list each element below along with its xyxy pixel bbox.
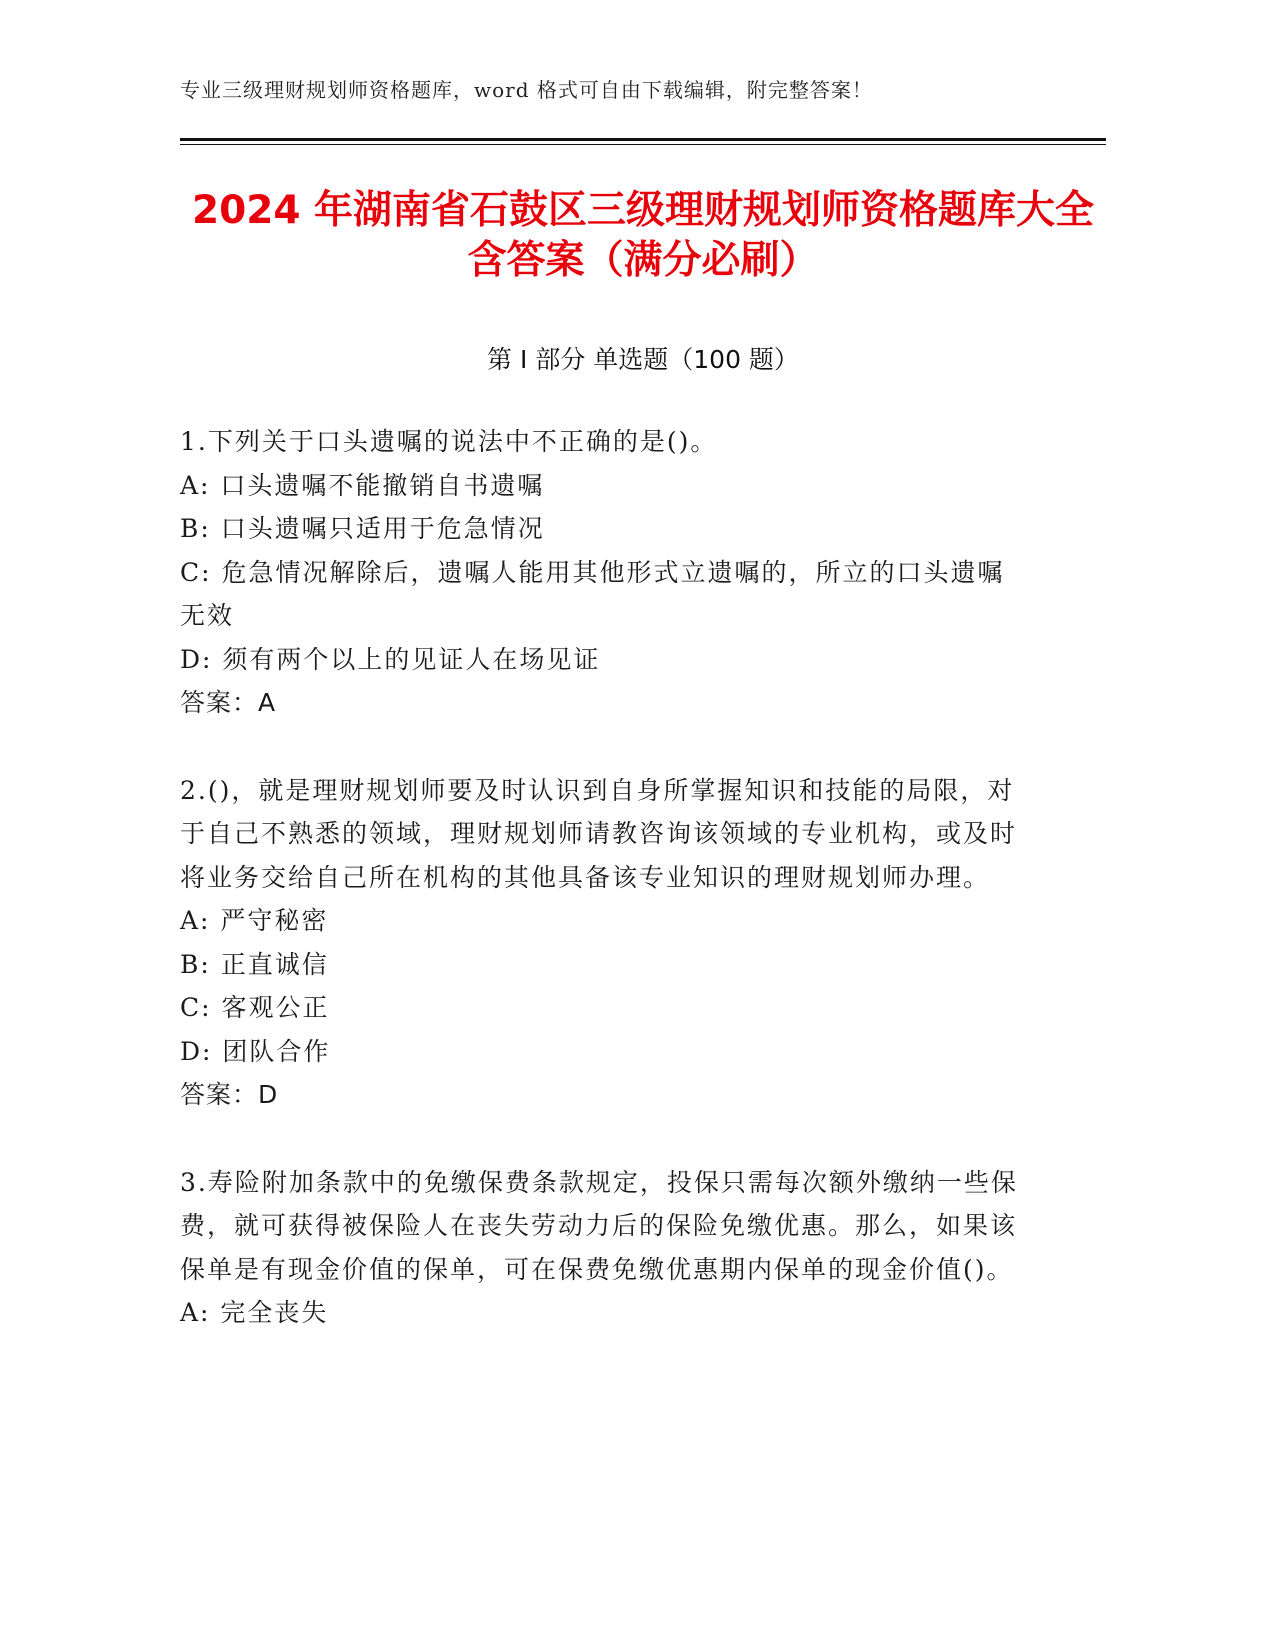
- question-option-a: A: 完全丧失: [180, 1298, 329, 1327]
- question-option-c: C: 客观公正: [180, 993, 330, 1022]
- header-rule-thick: [180, 138, 1106, 141]
- question-stem: 3.寿险附加条款中的免缴保费条款规定，投保只需每次额外缴纳一些保费，就可获得被保险人在丧失劳动力后的保险免缴优惠。那么，如果该保单是有现金价值的保单，可在保费免缴优惠期内保单的现金价值()。: [180, 1167, 1018, 1284]
- question-option-c: C: 危急情况解除后，遗嘱人能用其他形式立遗嘱的，所立的口头遗嘱无效: [180, 557, 1005, 630]
- question-option-d: D: 须有两个以上的见证人在场见证: [180, 644, 601, 674]
- question-answer: 答案：D: [180, 1080, 279, 1109]
- question-answer: 答案：A: [180, 688, 277, 717]
- question-list: [180, 420, 1030, 1379]
- question-stem: 1.下列关于口头遗嘱的说法中不正确的是()。: [180, 427, 718, 456]
- question-2: [180, 769, 1030, 1117]
- question-option-a: A: 口头遗嘱不能撤销自书遗嘱: [180, 470, 545, 500]
- question-stem: 2.()，就是理财规划师要及时认识到自身所掌握知识和技能的局限，对于自己不熟悉的领域，理财规划师请教咨询该领域的专业机构，或及时将业务交给自己所在机构的其他具备该专业知识的理财规划师办理。: [180, 775, 1018, 892]
- header-note: 专业三级理财规划师资格题库，word 格式可自由下载编辑，附完整答案！: [180, 78, 873, 102]
- question-3: [180, 1161, 1030, 1335]
- question-option-d: D: 团队合作: [180, 1036, 331, 1066]
- question-option-a: A: 严守秘密: [180, 906, 329, 935]
- question-option-b: B: 口头遗嘱只适用于危急情况: [180, 514, 545, 543]
- question-option-b: B: 正直诚信: [180, 949, 329, 979]
- document-title: 2024 年湖南省石鼓区三级理财规划师资格题库大全含答案（满分必刷）: [191, 188, 1095, 283]
- header-rule-thin: [180, 144, 1106, 145]
- question-1: [180, 420, 1030, 725]
- section-heading: 第 I 部分 单选题（100 题）: [487, 345, 799, 374]
